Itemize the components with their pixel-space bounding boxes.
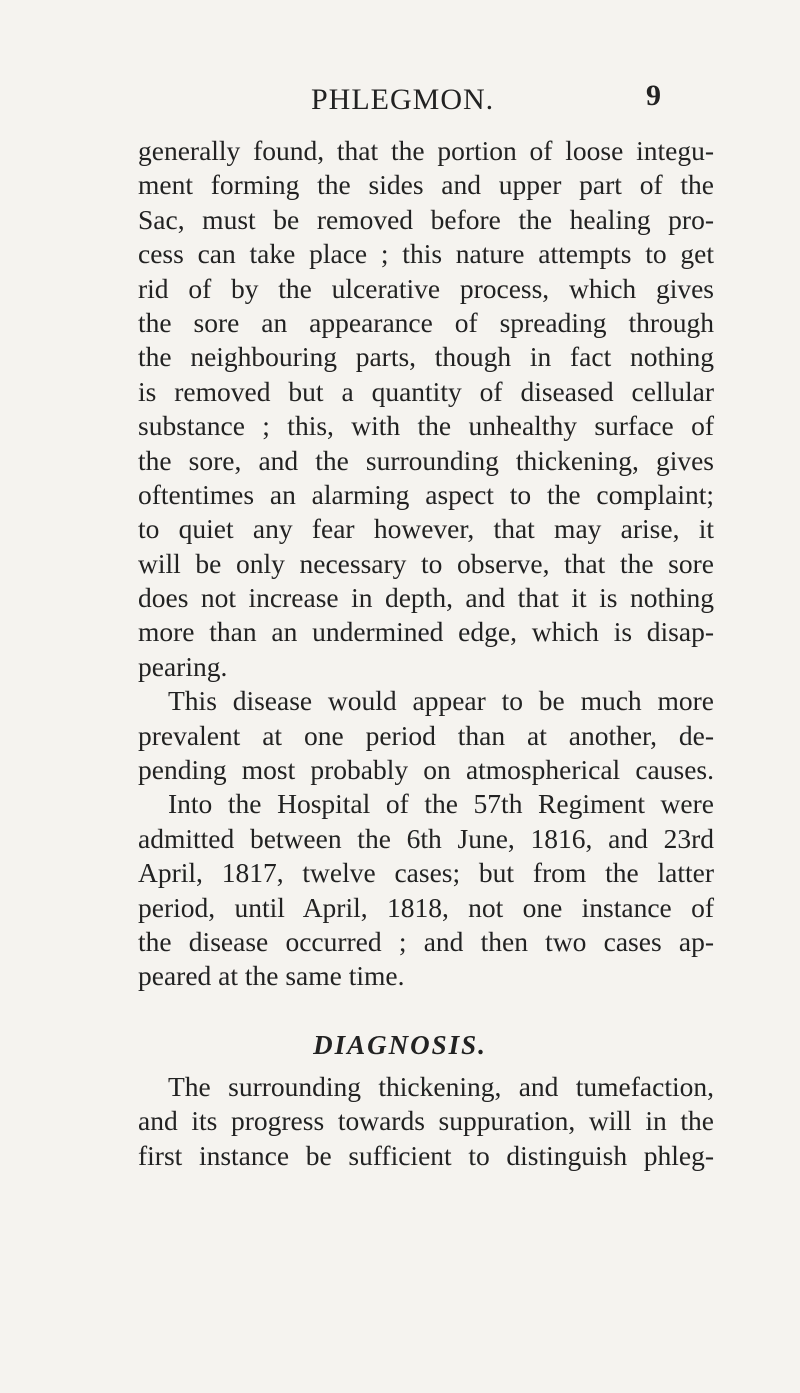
text-line: This disease would appear to be much more bbox=[168, 685, 714, 717]
text-line: to quiet any fear however, that may arise, it bbox=[138, 513, 714, 545]
text-line: period, until April, 1818, not one instance of bbox=[138, 891, 714, 923]
text-line: the sore, and the surrounding thickening, gives bbox=[138, 444, 714, 476]
text-line: is removed but a quantity of diseased cellular bbox=[138, 375, 714, 407]
section-heading-diagnosis: DIAGNOSIS. bbox=[313, 1030, 487, 1060]
running-title: PHLEGMON. bbox=[311, 83, 495, 116]
body-text bbox=[138, 134, 714, 994]
running-head bbox=[0, 80, 800, 120]
text-line: substance ; this, with the unhealthy surface of bbox=[138, 410, 714, 442]
paragraph-1 bbox=[138, 134, 714, 684]
text-line: The surrounding thickening, and tumefaction, bbox=[168, 1071, 714, 1102]
text-line: rid of by the ulcerative process, which gives bbox=[138, 272, 714, 304]
body-text-diagnosis bbox=[138, 1070, 714, 1173]
text-line: Into the Hospital of the 57th Regiment were bbox=[168, 788, 714, 820]
text-line: ment forming the sides and upper part of the bbox=[138, 169, 714, 201]
text-line: the neighbouring parts, though in fact nothing bbox=[138, 341, 714, 373]
text-line: the disease occurred ; and then two cases ap- bbox=[138, 925, 714, 957]
page-number: 9 bbox=[646, 79, 661, 112]
paragraph-3 bbox=[138, 1070, 714, 1173]
text-line: more than an undermined edge, which is disap- bbox=[138, 616, 714, 648]
text-line: generally found, that the portion of loose integu- bbox=[138, 135, 714, 166]
text-line: and its progress towards suppuration, will in the bbox=[138, 1105, 714, 1137]
text-line: first instance be sufficient to distinguish phleg- bbox=[138, 1139, 714, 1171]
text-line: peared at the same time. bbox=[138, 960, 405, 992]
text-line: prevalent at one period than at another, de- bbox=[138, 719, 714, 751]
text-line: cess can take place ; this nature attempts to get bbox=[138, 238, 714, 270]
text-line: pending most probably on atmospherical causes. bbox=[138, 754, 714, 786]
text-line: pearing. bbox=[138, 650, 228, 682]
text-line: oftentimes an alarming aspect to the complaint; bbox=[138, 478, 714, 510]
text-line: the sore an appearance of spreading through bbox=[138, 306, 714, 338]
text-line: does not increase in depth, and that it is nothing bbox=[138, 582, 714, 614]
text-line: Sac, must be removed before the healing pro- bbox=[138, 203, 714, 235]
paragraph-2 bbox=[138, 684, 714, 994]
text-line: admitted between the 6th June, 1816, and 23rd bbox=[138, 822, 714, 854]
text-line: April, 1817, twelve cases; but from the latter bbox=[138, 857, 714, 889]
text-line: will be only necessary to observe, that the sore bbox=[138, 547, 714, 579]
